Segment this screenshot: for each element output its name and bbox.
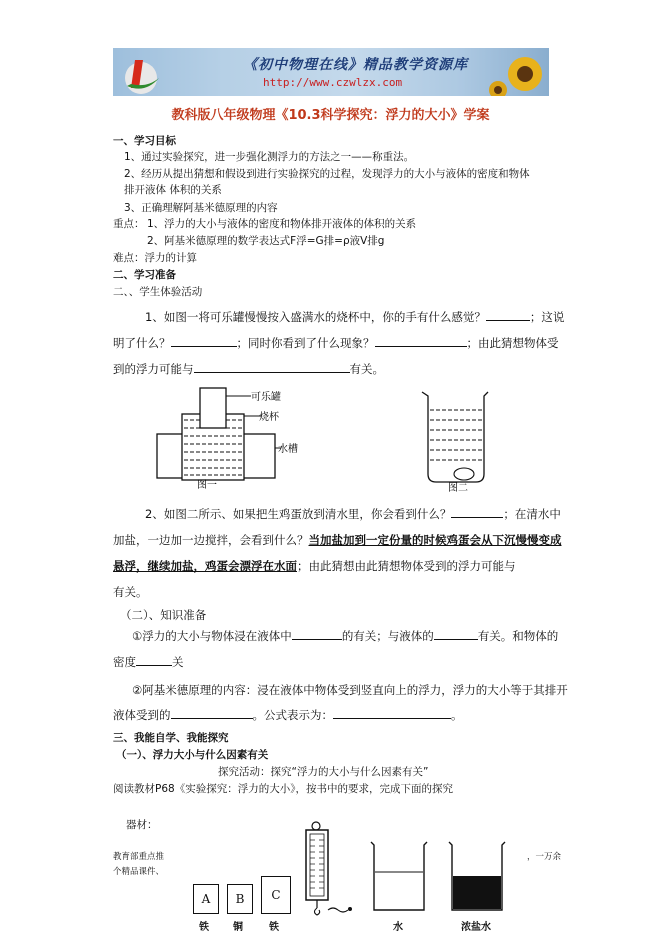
activity-title: 探究活动：探究“浮力的大小与什么因素有关” xyxy=(218,766,429,778)
q1-blank-1[interactable] xyxy=(486,309,530,321)
footer-note-1b: ，一万余 xyxy=(527,852,562,862)
block-b: B xyxy=(227,884,253,914)
key-point-1: 1、浮力的大小与液体的密度和物体排开液体的体积的关系 xyxy=(147,218,417,230)
section-1-heading: 一、学习目标 xyxy=(113,135,176,147)
question-1-line-2 xyxy=(113,335,559,351)
knowledge-1-line-2 xyxy=(113,654,184,670)
figure-2-diagram xyxy=(418,388,498,492)
reading-instruction: 阅读教材P68《实验探究：浮力的大小》，按书中的要求，完成下面的探究 xyxy=(113,783,453,795)
label-iron-1: 铁 xyxy=(199,922,209,933)
q1-text-d: ；同时你看到了什么现象？ xyxy=(236,336,375,350)
q1-text: 1、如图一将可乐罐慢慢按入盛满水的烧杯中，你的手有什么感觉？ xyxy=(145,310,486,324)
figure-2-caption: 图二 xyxy=(448,483,468,492)
k2-blank-1[interactable] xyxy=(171,707,253,719)
block-c: C xyxy=(261,876,291,914)
label-tank: 水槽 xyxy=(278,444,298,455)
q1-blank-2[interactable] xyxy=(171,335,237,347)
k2-text-c: 。公式表示为： xyxy=(252,708,333,722)
q2-text-a: 2、如图二所示、如果把生鸡蛋放到清水里，你会看到什么？ xyxy=(145,507,452,521)
footer-note-1: 教育部重点推 xyxy=(113,852,165,862)
k2-text-d: 。 xyxy=(451,708,463,722)
string xyxy=(328,908,348,912)
question-2-line-1 xyxy=(145,506,561,522)
q1-text-c: 明了什么？ xyxy=(113,336,171,350)
q1-blank-4[interactable] xyxy=(194,361,350,373)
question-1-line-3 xyxy=(113,361,384,377)
activity-heading: 二、、学生体验活动 xyxy=(113,286,203,298)
beaker-2 xyxy=(422,392,488,482)
k2-text-b: 液体受到的 xyxy=(113,708,171,722)
q1-text-b: ；这说 xyxy=(529,310,565,324)
k1-text-e: 关 xyxy=(172,655,184,669)
k1-text-c: 有关。和物体的 xyxy=(477,629,559,643)
beaker-salt-water xyxy=(446,840,508,914)
footer-note-2: 个精品课件、 xyxy=(113,867,165,877)
knowledge-2-line-1: ②阿基米德原理的内容：浸在液体中物体受到竖直向上的浮力，浮力的大小等于其排开 xyxy=(132,683,568,697)
goal-item-1: 1、通过实验探究，进一步强化测浮力的方法之一——称重法。 xyxy=(124,151,415,163)
q2-text-b: ；在清水中 xyxy=(503,507,561,521)
spring-scale xyxy=(298,820,358,916)
label-cola-can: 可乐罐 xyxy=(251,392,281,403)
label-salt-water: 浓盐水 xyxy=(461,922,491,933)
banner-url[interactable]: http://www.czwlzx.com xyxy=(263,76,403,89)
k1-blank-1[interactable] xyxy=(292,628,342,640)
k1-text-d: 密度 xyxy=(113,655,136,669)
q2-answer-2: 悬浮，继续加盐，鸡蛋会漂浮在水面 xyxy=(113,559,297,573)
goal-item-3: 3、正确理解阿基米德原理的内容 xyxy=(124,202,278,214)
label-copper: 铜 xyxy=(233,922,243,933)
label-beaker: 烧杯 xyxy=(259,412,279,423)
k1-blank-2[interactable] xyxy=(434,628,478,640)
section-3-subheading: （一）、浮力大小与什么因素有关 xyxy=(116,749,269,761)
k1-blank-3[interactable] xyxy=(136,654,172,666)
q2-text-c: 加盐，一边加一边搅拌，会看到什么？ xyxy=(113,533,309,547)
goal-item-2-cont: 排开液体 体积的关系 xyxy=(124,184,222,196)
question-2-line-3 xyxy=(113,558,516,574)
q1-text-f: 到的浮力可能与 xyxy=(113,362,194,376)
key-label: 重点： xyxy=(113,218,145,230)
page-title: 教科版八年级物理《10.3科学探究：浮力的大小》学案 xyxy=(171,108,490,123)
question-2-line-4: 有关。 xyxy=(113,585,148,599)
figure-1-caption: 图一 xyxy=(197,480,217,489)
label-iron-2: 铁 xyxy=(269,922,279,933)
q1-text-e: ；由此猜想物体受 xyxy=(466,336,559,350)
knowledge-1-line-1 xyxy=(132,628,558,644)
section-3-heading: 三、我能自学、我能探究 xyxy=(113,732,229,744)
label-water: 水 xyxy=(393,922,403,933)
key-point-2: 2、阿基米德原理的数学表达式F浮=G排=ρ液V排g xyxy=(147,235,385,247)
k1-text-b: 的有关；与液体的 xyxy=(341,629,434,643)
q2-blank-1[interactable] xyxy=(451,506,503,518)
question-1-line-1 xyxy=(145,309,564,325)
k1-text-a: ①浮力的大小与物体浸在液体中 xyxy=(132,629,292,643)
equipment-label: 器材： xyxy=(126,819,158,831)
cola-can xyxy=(200,388,226,428)
q1-text-g: 有关。 xyxy=(349,362,384,376)
header-banner xyxy=(113,48,549,96)
block-a: A xyxy=(193,884,219,914)
k2-blank-2[interactable] xyxy=(333,707,451,719)
figure-1-diagram xyxy=(155,384,305,489)
knowledge-2-line-2 xyxy=(113,707,463,723)
goal-item-2: 2、经历从提出猜想和假设到进行实验探究的过程，发现浮力的大小与液体的密度和物体 xyxy=(124,168,530,180)
egg xyxy=(454,468,474,480)
knowledge-heading: （二）、知识准备 xyxy=(120,608,207,622)
q2-text-f: ；由此猜想由此猜想物体受到的浮力可能与 xyxy=(297,559,516,573)
water-lines-2 xyxy=(430,410,482,460)
q2-answer-1: 当加盐加到一定份量的时候鸡蛋会从下沉慢慢变成 xyxy=(308,533,562,547)
section-2-heading: 二、学习准备 xyxy=(113,269,176,281)
banner-title: 《初中物理在线》精品教学资源库 xyxy=(243,57,468,73)
difficulty: 难点：浮力的计算 xyxy=(113,252,197,264)
question-2-line-2 xyxy=(113,532,562,548)
beaker-water xyxy=(368,840,430,914)
q1-blank-3[interactable] xyxy=(375,335,467,347)
